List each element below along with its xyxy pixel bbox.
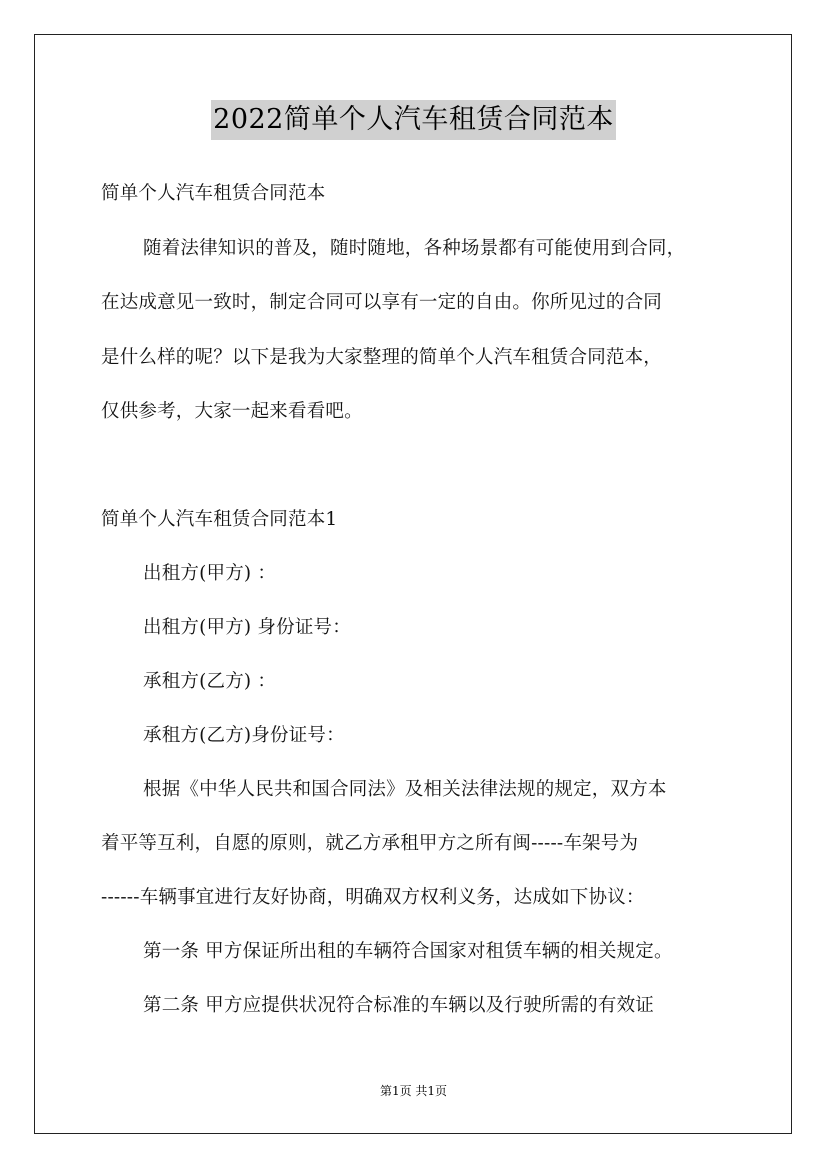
- contract-field-lessee: 承租方(乙方) ：: [143, 671, 277, 692]
- contract-field-lessee-id: 承租方(乙方)身份证号：: [143, 725, 345, 746]
- paragraph-line: 仅供参考，大家一起来看看吧。: [101, 401, 363, 422]
- paragraph-line: 随着法律知识的普及，随时随地，各种场景都有可能使用到合同，: [143, 238, 686, 259]
- paragraph-line: 根据《中华人民共和国合同法》及相关法律法规的规定，双方本: [143, 779, 667, 800]
- section-heading: 简单个人汽车租赁合同范本: [101, 183, 326, 204]
- title-container: [0, 100, 827, 140]
- clause-line: 第一条 甲方保证所出租的车辆符合国家对租赁车辆的相关规定。: [143, 941, 673, 962]
- paragraph-line: 是什么样的呢？以下是我为大家整理的简单个人汽车租赁合同范本，: [101, 347, 663, 368]
- paragraph-line: ------车辆事宜进行友好协商，明确双方权利义务，达成如下协议：: [101, 887, 645, 908]
- section-heading: 简单个人汽车租赁合同范本1: [101, 509, 338, 530]
- contract-field-lessor-id: 出租方(甲方) 身份证号：: [143, 617, 351, 638]
- paragraph-line: 在达成意见一致时，制定合同可以享有一定的自由。你所见过的合同: [101, 292, 663, 313]
- paragraph-line: 着平等互利，自愿的原则，就乙方承租甲方之所有闽-----车架号为: [101, 833, 639, 854]
- clause-line: 第二条 甲方应提供状况符合标准的车辆以及行驶所需的有效证: [143, 995, 654, 1016]
- contract-field-lessor: 出租方(甲方) ：: [143, 563, 277, 584]
- document-title: 2022简单个人汽车租赁合同范本: [211, 100, 616, 140]
- page-footer: 第1页 共1页: [379, 1084, 448, 1098]
